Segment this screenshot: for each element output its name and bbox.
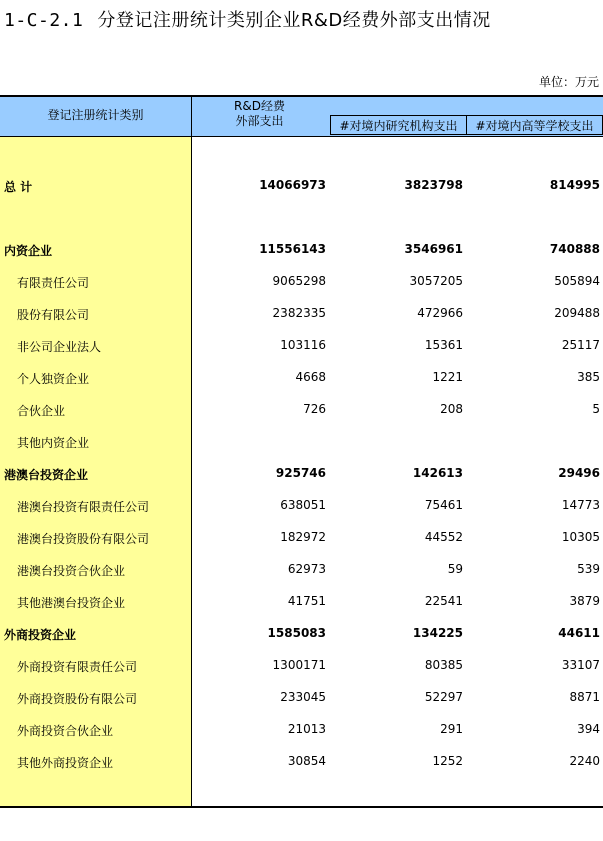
row-label: 港澳台投资企业 xyxy=(4,468,89,482)
rd-external-value: 1300171 xyxy=(272,658,326,672)
table-code: 1-C-2.1 xyxy=(4,10,84,31)
research-institutes-value: 15361 xyxy=(424,338,463,352)
table-row xyxy=(0,624,603,644)
rd-external-value: 14066973 xyxy=(259,178,326,192)
header-research-institutes: #对境内研究机构支出 xyxy=(330,115,467,135)
universities-value: 29496 xyxy=(558,466,600,480)
rd-external-value: 1585083 xyxy=(267,626,326,640)
rd-external-value: 21013 xyxy=(287,722,326,736)
row-label: 合伙企业 xyxy=(17,404,66,418)
rd-external-value: 182972 xyxy=(280,530,326,544)
row-label: 港澳台投资股份有限公司 xyxy=(17,532,150,546)
row-label: 个人独资企业 xyxy=(17,372,90,386)
universities-value: 2240 xyxy=(569,754,600,768)
row-label: 其他港澳台投资企业 xyxy=(17,596,126,610)
table-row xyxy=(0,656,603,676)
header-universities: #对境内高等学校支出 xyxy=(466,115,603,135)
universities-value: 385 xyxy=(577,370,600,384)
header-category: 登记注册统计类别 xyxy=(47,108,144,122)
row-label: 内资企业 xyxy=(4,244,53,258)
rd-external-value: 62973 xyxy=(287,562,326,576)
header-rd-external xyxy=(191,99,328,129)
page-title xyxy=(4,6,491,32)
research-institutes-value: 59 xyxy=(447,562,463,576)
universities-value: 5 xyxy=(592,402,600,416)
rd-external-value: 11556143 xyxy=(259,242,326,256)
rd-external-value: 4668 xyxy=(295,370,326,384)
universities-value: 505894 xyxy=(554,274,600,288)
universities-value: 25117 xyxy=(561,338,600,352)
universities-value: 14773 xyxy=(561,498,600,512)
unit-label: 单位：万元 xyxy=(538,75,599,89)
research-institutes-value: 52297 xyxy=(424,690,463,704)
research-institutes-value: 3057205 xyxy=(409,274,463,288)
research-institutes-value: 134225 xyxy=(412,626,463,640)
table-row xyxy=(0,400,603,420)
rd-external-value: 9065298 xyxy=(272,274,326,288)
rd-external-value: 2382335 xyxy=(272,306,326,320)
table-row xyxy=(0,464,603,484)
research-institutes-value: 22541 xyxy=(424,594,463,608)
row-label: 总 计 xyxy=(4,180,33,194)
table-row xyxy=(0,528,603,548)
rd-external-value: 41751 xyxy=(287,594,326,608)
row-label: 外商投资合伙企业 xyxy=(17,724,114,738)
research-institutes-value: 472966 xyxy=(417,306,463,320)
row-label: 其他外商投资企业 xyxy=(17,756,114,770)
research-institutes-value: 1252 xyxy=(432,754,463,768)
row-label: 有限责任公司 xyxy=(17,276,90,290)
row-label: 外商投资企业 xyxy=(4,628,77,642)
universities-value: 33107 xyxy=(561,658,600,672)
universities-value: 209488 xyxy=(554,306,600,320)
table-row xyxy=(0,240,603,260)
universities-value: 539 xyxy=(577,562,600,576)
table-bottom-rule xyxy=(0,806,603,808)
header-rd-line1: R&D经费 xyxy=(234,99,285,113)
header-rd-line2: 外部支出 xyxy=(235,114,284,128)
research-institutes-value: 75461 xyxy=(424,498,463,512)
table-row xyxy=(0,272,603,292)
row-label: 非公司企业法人 xyxy=(17,340,102,354)
row-label: 外商投资有限责任公司 xyxy=(17,660,138,674)
row-label: 港澳台投资有限责任公司 xyxy=(17,500,150,514)
table-row xyxy=(0,432,603,452)
table-row xyxy=(0,592,603,612)
table-row xyxy=(0,304,603,324)
row-label: 外商投资股份有限公司 xyxy=(17,692,138,706)
table-row xyxy=(0,688,603,708)
header-bottom-rule xyxy=(0,136,603,137)
research-institutes-value: 80385 xyxy=(424,658,463,672)
rd-external-value: 30854 xyxy=(287,754,326,768)
table-row xyxy=(0,336,603,356)
research-institutes-value: 1221 xyxy=(432,370,463,384)
rd-external-value: 103116 xyxy=(280,338,326,352)
rd-external-value: 925746 xyxy=(275,466,326,480)
universities-value: 740888 xyxy=(549,242,600,256)
row-label: 其他内资企业 xyxy=(17,436,90,450)
table-row xyxy=(0,368,603,388)
research-institutes-value: 208 xyxy=(440,402,463,416)
rd-external-value: 726 xyxy=(303,402,326,416)
table-row xyxy=(0,496,603,516)
universities-value: 814995 xyxy=(549,178,600,192)
row-label: 港澳台投资合伙企业 xyxy=(17,564,126,578)
table-row xyxy=(0,752,603,772)
universities-value: 3879 xyxy=(569,594,600,608)
universities-value: 44611 xyxy=(558,626,600,640)
table-row xyxy=(0,176,603,196)
universities-value: 394 xyxy=(577,722,600,736)
universities-value: 10305 xyxy=(561,530,600,544)
rd-external-value: 638051 xyxy=(280,498,326,512)
table-row xyxy=(0,720,603,740)
research-institutes-value: 44552 xyxy=(424,530,463,544)
research-institutes-value: 3546961 xyxy=(404,242,463,256)
universities-value: 8871 xyxy=(569,690,600,704)
research-institutes-value: 142613 xyxy=(412,466,463,480)
rd-external-value: 233045 xyxy=(280,690,326,704)
table-row xyxy=(0,560,603,580)
row-label: 股份有限公司 xyxy=(17,308,90,322)
research-institutes-value: 3823798 xyxy=(404,178,463,192)
table-title: 分登记注册统计类别企业R&D经费外部支出情况 xyxy=(97,10,491,31)
research-institutes-value: 291 xyxy=(440,722,463,736)
